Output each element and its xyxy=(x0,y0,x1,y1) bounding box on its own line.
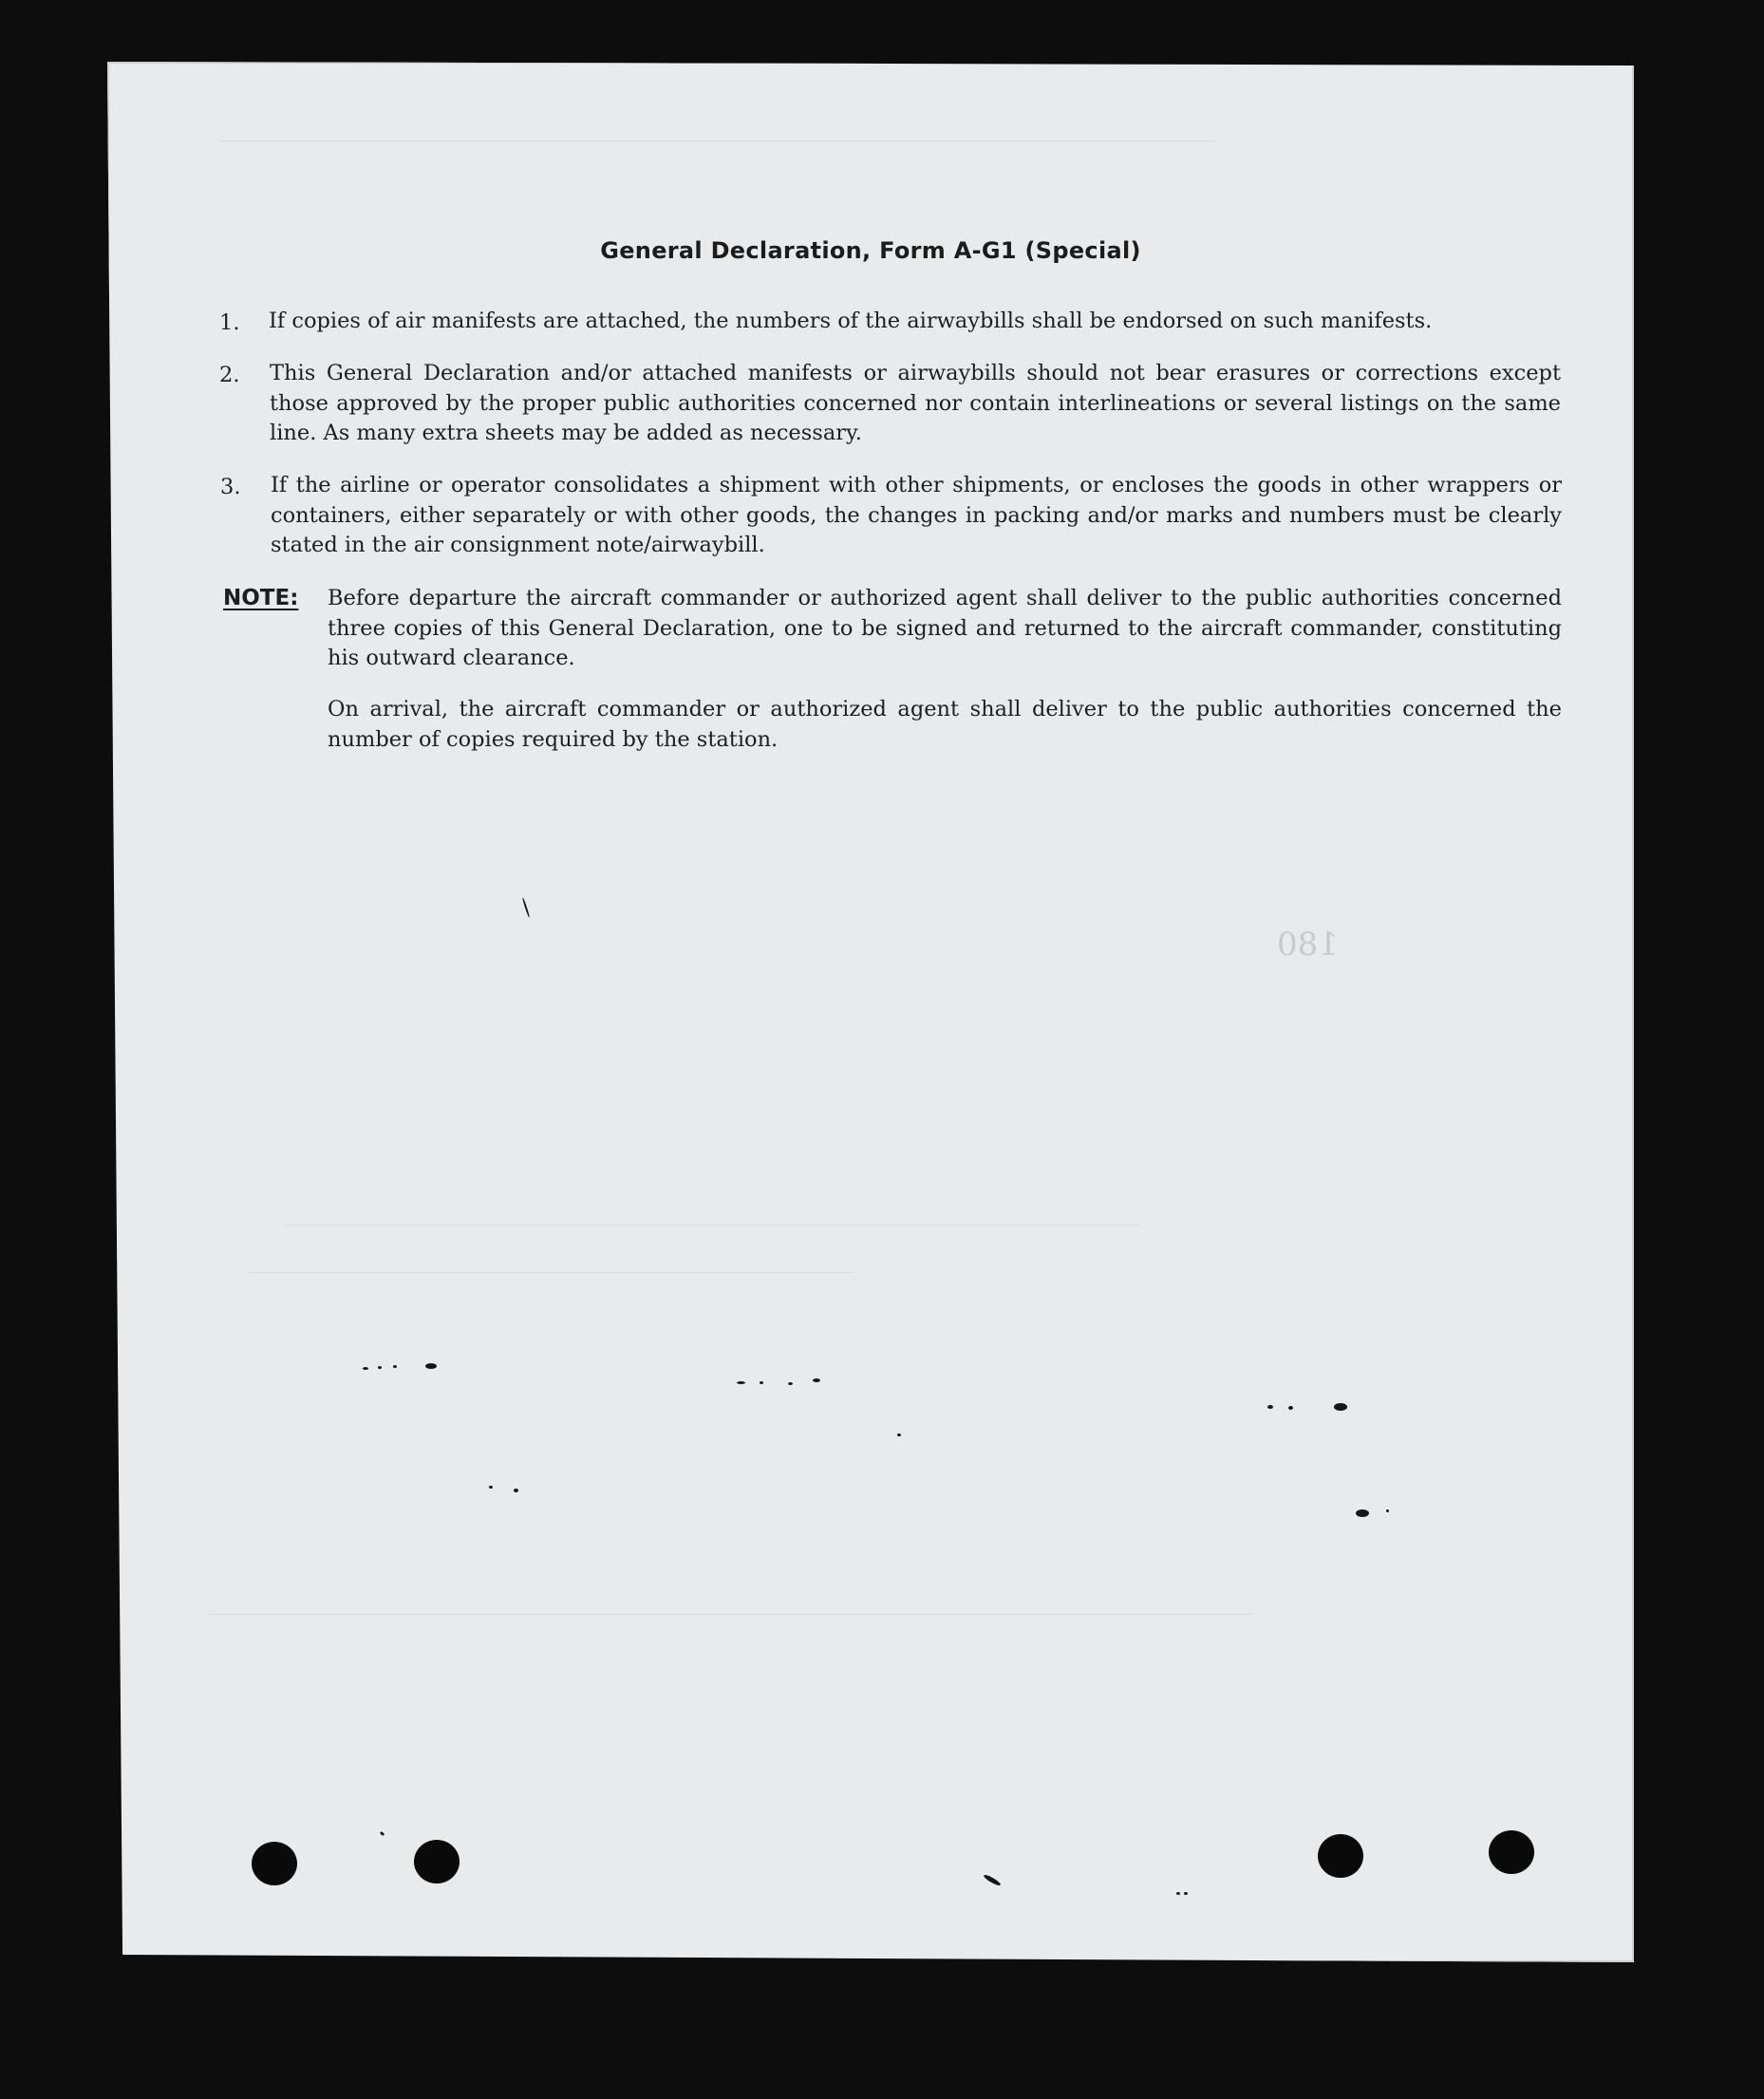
dust-speck xyxy=(489,1486,493,1489)
dust-speck xyxy=(1386,1509,1389,1512)
document-page xyxy=(107,62,1634,1962)
dust-speck xyxy=(788,1382,793,1385)
dust-speck xyxy=(1288,1406,1293,1410)
dust-speck xyxy=(813,1378,820,1382)
note-paragraph-2: On arrival, the aircraft commander or authorized agent shall deliver to the public authorities concerned the number of copies required by the station. xyxy=(328,697,1562,752)
dust-speck xyxy=(1176,1892,1180,1895)
bleed-through-line xyxy=(247,1272,854,1273)
punch-hole xyxy=(1489,1830,1534,1874)
dust-speck xyxy=(897,1434,901,1436)
item-2-text: This General Declaration and/or attached manifests or airwaybills should not bear erasures or corrections except those approved by the proper public authorities concerned nor contain interlineations or several listings on the same line. As many extra sheets may be added as necessary. xyxy=(270,361,1561,445)
bleed-through-line xyxy=(209,1614,1253,1615)
item-3-number: 3. xyxy=(220,475,241,499)
dust-speck xyxy=(393,1365,397,1368)
dust-speck xyxy=(514,1489,518,1492)
dust-speck xyxy=(1334,1403,1347,1411)
dust-speck xyxy=(760,1381,763,1384)
punch-hole xyxy=(252,1842,297,1885)
dust-speck xyxy=(1267,1405,1273,1409)
item-3-text: If the airline or operator consolidates a shipment with other shipments, or encloses the goods in other wrappers or containers, either separately or with other goods, the changes in packing and/or marks and numbers must be clearly stated in the air consignment note/airwaybill. xyxy=(271,473,1562,557)
bleed-through-number: 180 xyxy=(1277,926,1339,964)
dust-speck xyxy=(1184,1892,1188,1895)
punch-hole xyxy=(414,1840,460,1883)
punch-hole xyxy=(1318,1834,1363,1878)
note-paragraph-1: Before departure the aircraft commander or authorized agent shall deliver to the public authorities concerned three copies of this General Declaration, one to be signed and returned to the aircraft commander, constituting his outward clearance. xyxy=(328,586,1562,670)
item-1-text: If copies of air manifests are attached, the numbers of the airwaybills shall be endorsed on such manifests. xyxy=(269,309,1433,333)
dust-speck xyxy=(425,1363,437,1369)
item-2-number: 2. xyxy=(219,363,240,387)
dust-speck xyxy=(1356,1509,1369,1517)
dust-speck xyxy=(363,1367,368,1370)
note-label: NOTE: xyxy=(223,586,299,610)
dust-speck xyxy=(378,1366,382,1369)
item-1-number: 1. xyxy=(219,310,240,335)
dust-speck xyxy=(737,1381,745,1384)
bleed-through-line xyxy=(285,1225,1139,1226)
page-title: General Declaration, Form A-G1 (Special) xyxy=(600,237,1141,264)
